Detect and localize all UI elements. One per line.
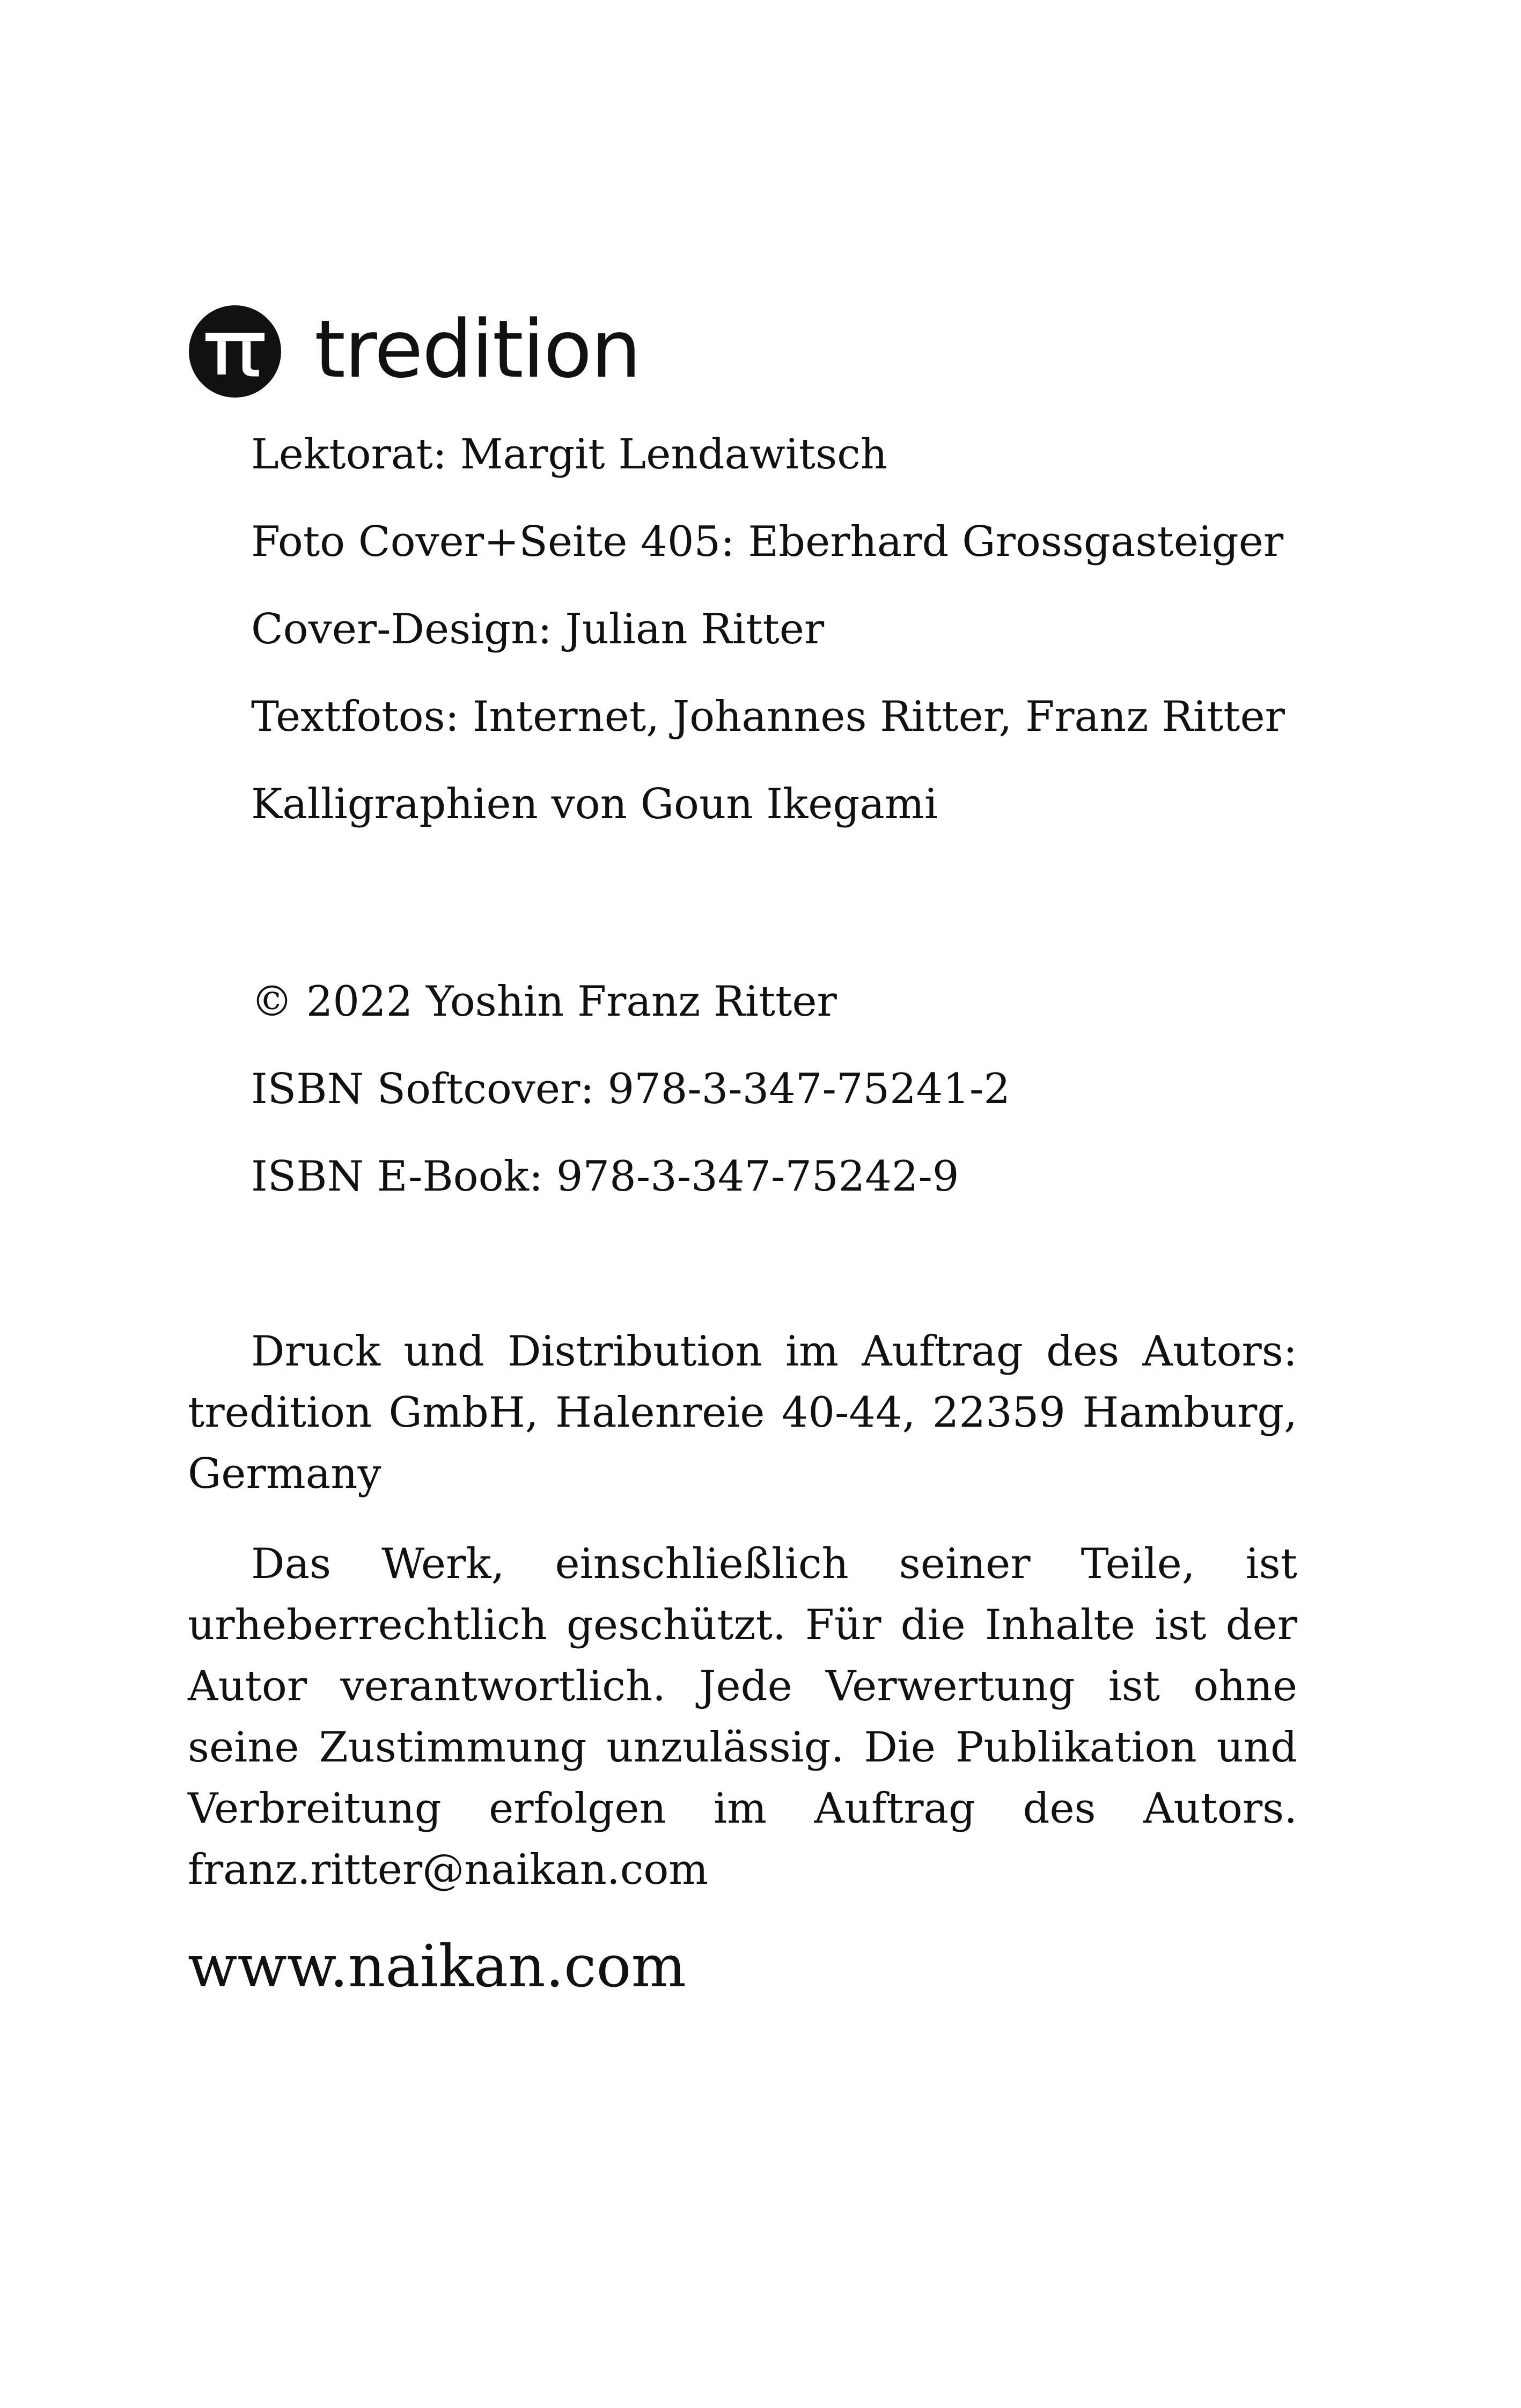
credit-text-photos: Textfotos: Internet, Johannes Ritter, Franz Ritter [251, 693, 1285, 741]
publisher-name: tredition [314, 303, 641, 395]
credit-cover-design: Cover-Design: Julian Ritter [251, 605, 825, 654]
copyright-notice: © 2022 Yoshin Franz Ritter [251, 978, 837, 1026]
isbn-ebook: ISBN E-Book: 978-3-347-75242-9 [251, 1152, 959, 1201]
credit-calligraphy: Kalligraphien von Goun Ikegami [251, 780, 938, 828]
website-link[interactable]: www.naikan.com [188, 1933, 686, 2000]
tredition-logo-icon [189, 305, 281, 398]
rights-notice: Das Werk, einschließlich seiner Teile, ist urheberrechtlich geschützt. Für die Inhalte ist der Autor verantwortlich. Jede Verwertung ist ohne seine Zustimmung unzulässig. Die Publikation und Verbreitung erfolgen im Auftrag des Autors. franz.ritter@naikan.com [188, 1540, 1297, 1894]
isbn-softcover: ISBN Softcover: 978-3-347-75241-2 [251, 1065, 1011, 1113]
credit-editing: Lektorat: Margit Lendawitsch [251, 430, 888, 479]
print-distribution-info: Druck und Distribution im Auftrag des Autors: tredition GmbH, Halenreie 40-44, 22359 Hamburg, Germany [188, 1327, 1297, 1498]
credit-cover-photo: Foto Cover+Seite 405: Eberhard Grossgasteiger [251, 518, 1284, 566]
publisher-logo [189, 300, 640, 402]
